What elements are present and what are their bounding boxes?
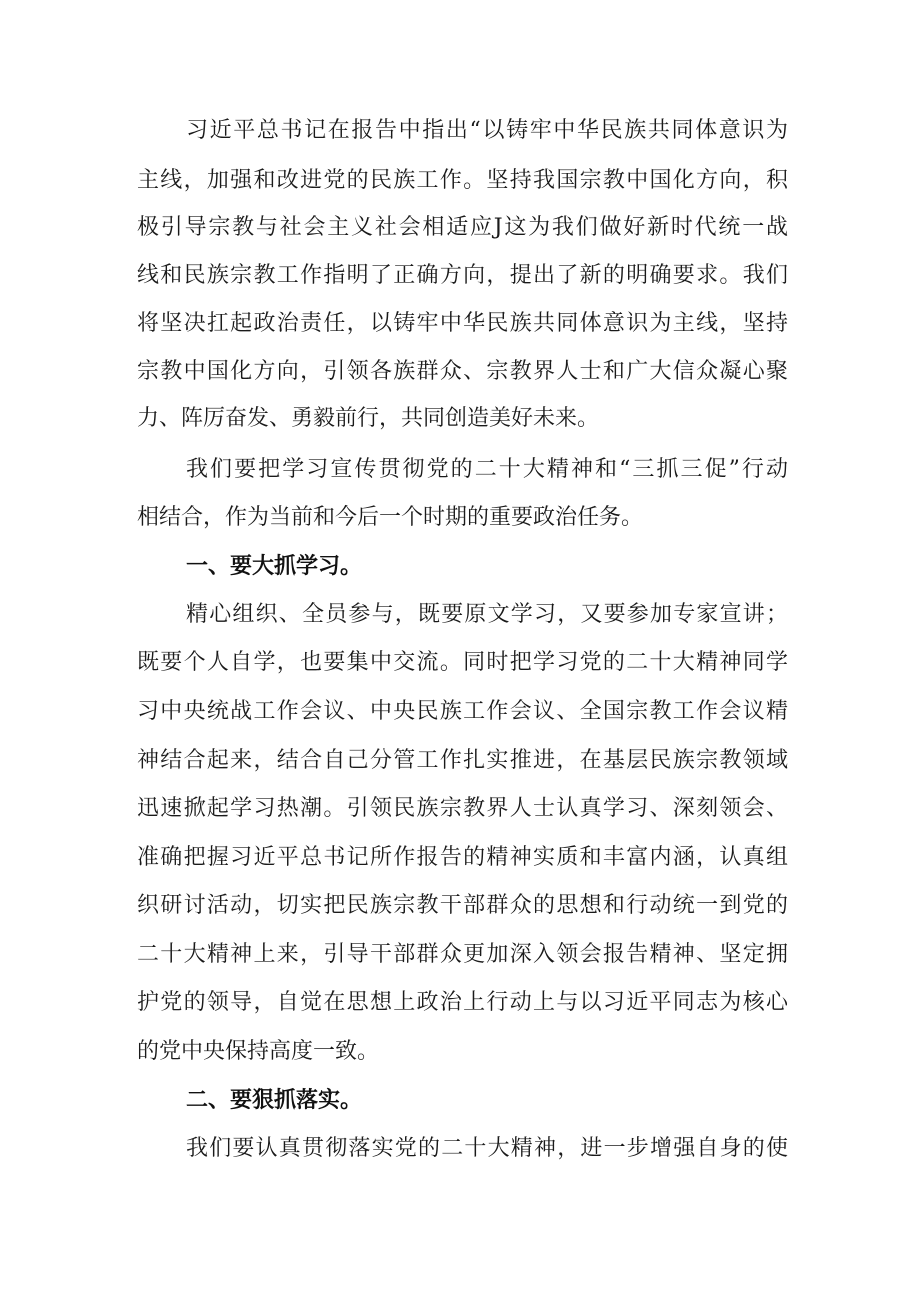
paragraph-3-line-5: 迅速掀起学习热潮。引领民族宗教界人士认真学习、深刻领会、 bbox=[137, 796, 788, 821]
paragraph-3-line-8: 二十大精神上来，引导干部群众更加深入领会报告精神、坚定拥 bbox=[137, 942, 788, 967]
paragraph-3-line-4: 神结合起来，结合自己分管工作扎实推进，在基层民族宗教领域 bbox=[137, 748, 788, 773]
paragraph-1-line-3: 极引导宗教与社会主义社会相适应J这为我们做好新时代统一战 bbox=[137, 215, 788, 240]
paragraph-3-line-6: 准确把握习近平总书记所作报告的精神实质和丰富内涵，认真组 bbox=[137, 845, 788, 870]
paragraph-1-line-6: 宗教中国化方向，引领各族群众、宗教界人士和广大信众凝心聚 bbox=[137, 359, 788, 384]
paragraph-1-line-5: 将坚决扛起政治责任，以铸牢中华民族共同体意识为主线，坚持 bbox=[137, 311, 788, 336]
paragraph-2-line-1: 我们要把学习宣传贯彻党的二十大精神和“三抓三促”行动 bbox=[186, 457, 788, 482]
paragraph-3-line-3: 习中央统战工作会议、中央民族工作会议、全国宗教工作会议精 bbox=[137, 699, 788, 724]
paragraph-4-line-1: 我们要认真贯彻落实党的二十大精神，进一步增强自身的使 bbox=[186, 1136, 788, 1161]
paragraph-3-line-1: 精心组织、全员参与，既要原文学习，又要参加专家宣讲； bbox=[186, 602, 788, 627]
paragraph-3-line-2: 既要个人自学，也要集中交流。同时把学习党的二十大精神同学 bbox=[137, 650, 788, 675]
paragraph-1-line-1: 习近平总书记在报告中指出“以铸牢中华民族共同体意识为 bbox=[186, 118, 788, 143]
paragraph-3-line-9: 护党的领导，自觉在思想上政治上行动上与以习近平同志为核心 bbox=[137, 990, 788, 1015]
paragraph-1-line-7: 力、阵厉奋发、勇毅前行，共同创造美好未来。 bbox=[137, 406, 600, 431]
paragraph-1-line-2: 主线，加强和改进党的民族工作。坚持我国宗教中国化方向，积 bbox=[137, 168, 788, 193]
paragraph-3-line-7: 织研讨活动，切实把民族宗教干部群众的思想和行动统一到党的 bbox=[137, 893, 788, 918]
paragraph-1-line-4: 线和民族宗教工作指明了正确方向，提出了新的明确要求。我们 bbox=[137, 263, 788, 288]
paragraph-2-line-2: 相结合，作为当前和今后一个时期的重要政治任务。 bbox=[137, 505, 644, 530]
section-heading-1: 一、要大抓学习。 bbox=[186, 554, 363, 579]
section-heading-2: 二、要狠抓落实。 bbox=[186, 1088, 363, 1113]
paragraph-3-line-10: 的党中央保持高度一致。 bbox=[137, 1039, 380, 1064]
